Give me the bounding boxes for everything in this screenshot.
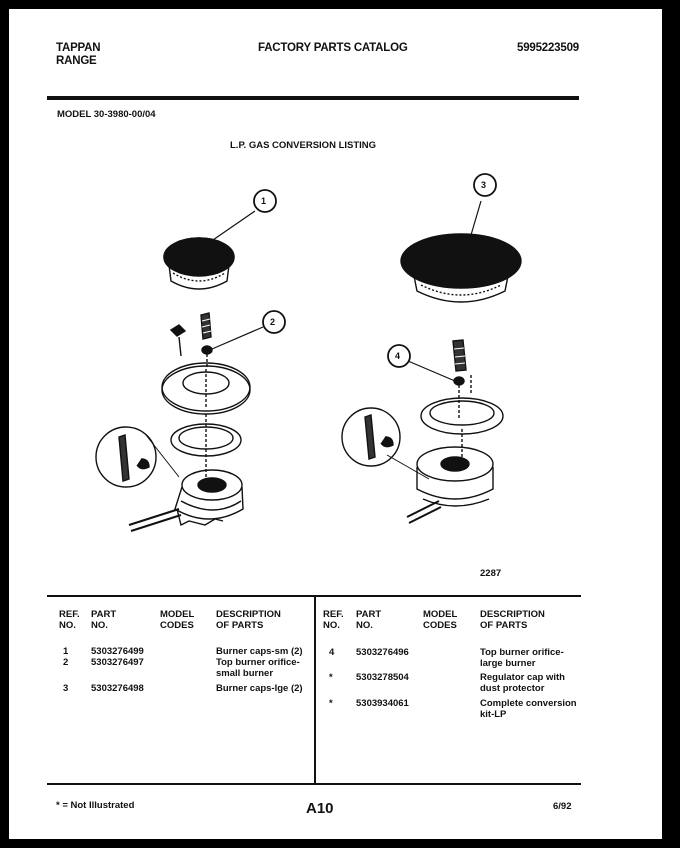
part-cell: 5303276499 xyxy=(91,646,144,657)
header-ref-no-right: REF. NO. xyxy=(323,609,344,631)
catalog-page xyxy=(9,9,662,839)
table-bottom-rule xyxy=(47,783,581,785)
callout-2-label: 2 xyxy=(270,317,276,327)
small-burner-cap xyxy=(164,238,234,289)
ref-cell: * xyxy=(329,672,333,683)
header-description-left: DESCRIPTION OF PARTS xyxy=(216,609,281,631)
catalog-title: FACTORY PARTS CATALOG xyxy=(258,42,408,54)
ref-cell: 1 xyxy=(63,646,69,657)
ref-cell: 3 xyxy=(63,683,69,694)
part-cell: 5303276496 xyxy=(356,647,409,658)
catalog-date: 6/92 xyxy=(553,801,572,812)
description-cell: Regulator cap with dust protector xyxy=(480,672,565,694)
catalog-number: 5995223509 xyxy=(517,42,579,54)
small-burner-orifice xyxy=(201,313,212,369)
callout-3-label: 3 xyxy=(481,180,487,190)
header-model-codes-right: MODEL CODES xyxy=(423,609,458,631)
header-model-codes-left: MODEL CODES xyxy=(160,609,195,631)
header-ref-no-left: REF. NO. xyxy=(59,609,80,631)
drawing-number: 2287 xyxy=(480,568,502,579)
description-cell: Top burner orifice- large burner xyxy=(480,647,564,669)
not-illustrated-note: * = Not Illustrated xyxy=(56,800,135,811)
ref-cell: * xyxy=(329,698,333,709)
description-cell: Top burner orifice- small burner xyxy=(216,657,300,679)
callout-4-label: 4 xyxy=(395,351,401,361)
section-title: L.P. GAS CONVERSION LISTING xyxy=(230,140,377,151)
description-cell: Burner caps-lge (2) xyxy=(216,683,303,694)
large-burner-orifice xyxy=(453,340,471,419)
callout-1-label: 1 xyxy=(261,196,267,206)
large-burner-cap xyxy=(401,234,521,302)
model-number: MODEL 30-3980-00/04 xyxy=(57,109,156,120)
part-cell: 5303278504 xyxy=(356,672,409,683)
exploded-parts-diagram xyxy=(9,9,662,609)
header-description-right: DESCRIPTION OF PARTS xyxy=(480,609,545,631)
ref-cell: 4 xyxy=(329,647,335,658)
part-cell: 5303276498 xyxy=(91,683,144,694)
brand-line-2: RANGE xyxy=(56,55,97,67)
ref-cell: 2 xyxy=(63,657,69,668)
part-cell: 5303934061 xyxy=(356,698,409,709)
description-cell: Complete conversion kit-LP xyxy=(480,698,577,720)
description-cell: Burner caps-sm (2) xyxy=(216,646,303,657)
page-code: A10 xyxy=(306,800,334,817)
brand-line-1: TAPPAN xyxy=(56,42,101,54)
header-part-no-right: PART NO. xyxy=(356,609,382,631)
table-divider xyxy=(314,597,316,783)
part-cell: 5303276497 xyxy=(91,657,144,668)
header-part-no-left: PART NO. xyxy=(91,609,117,631)
